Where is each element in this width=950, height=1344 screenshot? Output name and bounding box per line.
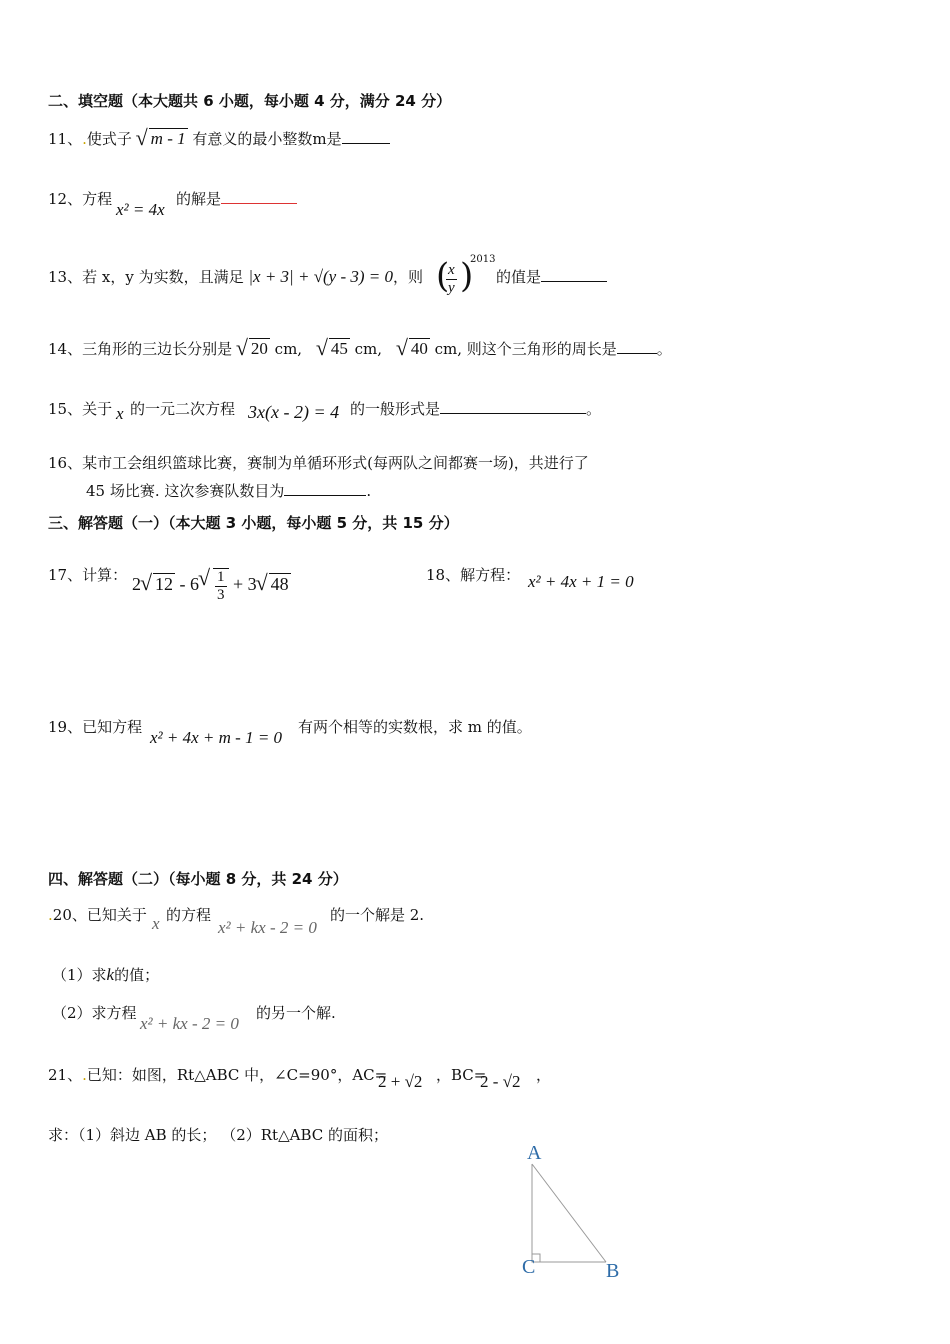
q14-radical-2 bbox=[317, 338, 350, 359]
q13-tail bbox=[496, 266, 607, 287]
q16-number: 16、 bbox=[48, 454, 83, 472]
q14-suffix: cm, 则这个三角形的周长是 bbox=[434, 340, 617, 358]
question-16 bbox=[48, 452, 589, 473]
marker-dot: . bbox=[82, 1066, 87, 1084]
q20-middle: 的方程 bbox=[166, 906, 212, 924]
q15-suffix: 的一般形式是 bbox=[350, 400, 441, 418]
q15-variable: x bbox=[116, 404, 124, 423]
q13-expression: |x + 3| + √(y - 3) = 0 bbox=[248, 267, 394, 286]
q20-number: 20、 bbox=[52, 906, 87, 924]
q11-answer-blank[interactable] bbox=[342, 129, 390, 144]
q13-suffix: 的值是 bbox=[496, 268, 542, 286]
q11-prefix: 使式子 bbox=[86, 130, 132, 148]
q17-radicand-1: 12 bbox=[155, 574, 173, 595]
q20-part-1-variable: k bbox=[106, 965, 115, 984]
q11-number: 11、 bbox=[48, 130, 83, 148]
q13-middle: ，则 bbox=[393, 268, 424, 286]
question-19 bbox=[48, 716, 142, 737]
q21-bc-value: 2 - √2 bbox=[480, 1072, 521, 1091]
q13-frac-numerator: x bbox=[448, 262, 455, 278]
q14-radical-1 bbox=[237, 338, 270, 359]
question-11 bbox=[48, 128, 390, 149]
q15-number: 15、 bbox=[48, 400, 83, 418]
q16-line-2 bbox=[86, 480, 371, 501]
q13-exponent: 2013 bbox=[470, 254, 496, 265]
q21-prefix: 已知：如图，Rt△ABC 中，∠C=90°，AC= bbox=[86, 1066, 388, 1084]
q14-unit-1: cm, bbox=[274, 340, 303, 358]
q20-part-1-suffix: 的值； bbox=[114, 966, 160, 984]
q11-radical bbox=[137, 128, 188, 149]
q13-frac-denominator: y bbox=[448, 280, 455, 296]
q14-end: 。 bbox=[656, 340, 672, 358]
q12-prefix: 方程 bbox=[82, 190, 113, 208]
vertex-b-label: B bbox=[606, 1260, 620, 1282]
q15-end: 。 bbox=[586, 400, 602, 418]
q14-unit-2: cm, bbox=[354, 340, 383, 358]
q20-suffix: 的一个解是 2. bbox=[330, 906, 425, 924]
q11-radicand: m - 1 bbox=[150, 129, 186, 148]
q17-number: 17、 bbox=[48, 566, 83, 584]
q12-equation: x² = 4x bbox=[116, 200, 165, 219]
section-2-title: 二、填空题（本大题共 6 小题，每小题 4 分，满分 24 分） bbox=[48, 92, 452, 110]
q20-variable: x bbox=[152, 914, 160, 933]
q15-tail bbox=[350, 398, 601, 419]
section-3-title: 三、解答题（一）（本大题 3 小题，每小题 5 分，共 15 分） bbox=[48, 514, 459, 532]
q19-number: 19、 bbox=[48, 718, 83, 736]
q13-prefix: 若 x，y 为实数，且满足 bbox=[82, 268, 244, 286]
q16-line-2-text: 45 场比赛. 这次参赛队数目为 bbox=[86, 482, 285, 500]
q19-suffix: 有两个相等的实数根，求 m 的值。 bbox=[298, 718, 532, 736]
q21-ac-value: 2 + √2 bbox=[378, 1072, 423, 1091]
q18-number: 18、 bbox=[426, 566, 461, 584]
q12-suffix: 的解是 bbox=[176, 190, 222, 208]
q18-label: 解方程： bbox=[460, 566, 521, 584]
q15-equation: 3x(x - 2) = 4 bbox=[248, 402, 340, 422]
q21-end: ， bbox=[536, 1066, 552, 1084]
q17-term-1: 2 bbox=[132, 574, 141, 595]
q14-answer-blank[interactable] bbox=[617, 339, 657, 354]
q18-equation: x² + 4x + 1 = 0 bbox=[528, 572, 634, 591]
q12-tail bbox=[176, 188, 297, 209]
q17-radicand-3: 48 bbox=[270, 574, 289, 595]
q13-number: 13、 bbox=[48, 268, 83, 286]
q16-answer-blank[interactable] bbox=[284, 481, 366, 496]
q17-radical-1 bbox=[141, 573, 175, 595]
question-17-label bbox=[48, 564, 127, 585]
q19-equation: x² + 4x + m - 1 = 0 bbox=[150, 728, 283, 747]
q17-label: 计算： bbox=[82, 566, 128, 584]
q13-left-paren: ( bbox=[436, 256, 450, 296]
q17-term-2: - 6 bbox=[179, 574, 199, 595]
q20-part-2 bbox=[52, 1002, 137, 1023]
question-15 bbox=[48, 398, 112, 419]
q15-answer-blank[interactable] bbox=[440, 399, 586, 414]
q14-number: 14、 bbox=[48, 340, 83, 358]
q20-prefix: 已知关于 bbox=[86, 906, 147, 924]
q14-radicand-3: 40 bbox=[410, 339, 428, 358]
q12-answer-blank[interactable] bbox=[221, 189, 297, 204]
q17-radical-2 bbox=[199, 568, 229, 604]
section-4-title: 四、解答题（二）（每小题 8 分，共 24 分） bbox=[48, 870, 348, 888]
q17-fraction bbox=[213, 568, 229, 604]
q17-term-3: + 3 bbox=[233, 574, 257, 595]
question-21 bbox=[48, 1064, 387, 1085]
q20-part-2-equation: x² + kx - 2 = 0 bbox=[140, 1014, 239, 1033]
q14-prefix: 三角形的三边长分别是 bbox=[82, 340, 233, 358]
q15-prefix: 关于 bbox=[82, 400, 113, 418]
q11-suffix: 有意义的最小整数m是 bbox=[192, 130, 342, 148]
q16-end: . bbox=[366, 482, 372, 500]
marker-dot: . bbox=[48, 906, 53, 924]
q20-part-2-suffix: 的另一个解. bbox=[256, 1004, 336, 1022]
q14-radicand-1: 20 bbox=[250, 339, 268, 358]
q19-prefix: 已知方程 bbox=[82, 718, 143, 736]
q15-middle: 的一元二次方程 bbox=[130, 400, 236, 418]
question-18-label bbox=[426, 564, 520, 585]
vertex-c-label: C bbox=[522, 1256, 536, 1278]
q13-answer-blank[interactable] bbox=[541, 267, 607, 282]
q20-part-2-prefix: （2）求方程 bbox=[52, 1004, 137, 1022]
side-ab bbox=[532, 1164, 606, 1262]
question-14 bbox=[48, 338, 672, 359]
q16-line-1: 某市工会组织篮球比赛，赛制为单循环形式(每两队之间都赛一场)，共进行了 bbox=[82, 454, 589, 472]
q17-expression bbox=[132, 568, 291, 604]
question-12 bbox=[48, 188, 112, 209]
q20-part-1-prefix: （1）求 bbox=[52, 966, 107, 984]
q14-radicand-2: 45 bbox=[330, 339, 348, 358]
q21-middle: ，BC= bbox=[436, 1066, 487, 1084]
q17-radical-3 bbox=[257, 573, 291, 595]
question-20 bbox=[48, 904, 147, 925]
vertex-a-label: A bbox=[527, 1142, 542, 1164]
q21-ask: 求：（1）斜边 AB 的长； （2）Rt△ABC 的面积； bbox=[48, 1126, 388, 1144]
q17-frac-denominator: 3 bbox=[217, 587, 225, 603]
question-13 bbox=[48, 266, 423, 287]
q21-number: 21、 bbox=[48, 1066, 83, 1084]
q13-right-paren: ) bbox=[460, 256, 474, 296]
q20-part-1 bbox=[52, 964, 159, 985]
q20-equation: x² + kx - 2 = 0 bbox=[218, 918, 317, 937]
marker-dot: . bbox=[82, 130, 87, 148]
q17-frac-numerator: √ 1 bbox=[217, 569, 225, 585]
q14-radical-3 bbox=[397, 338, 430, 359]
q13-fraction bbox=[446, 262, 457, 297]
q12-number: 12、 bbox=[48, 190, 83, 208]
